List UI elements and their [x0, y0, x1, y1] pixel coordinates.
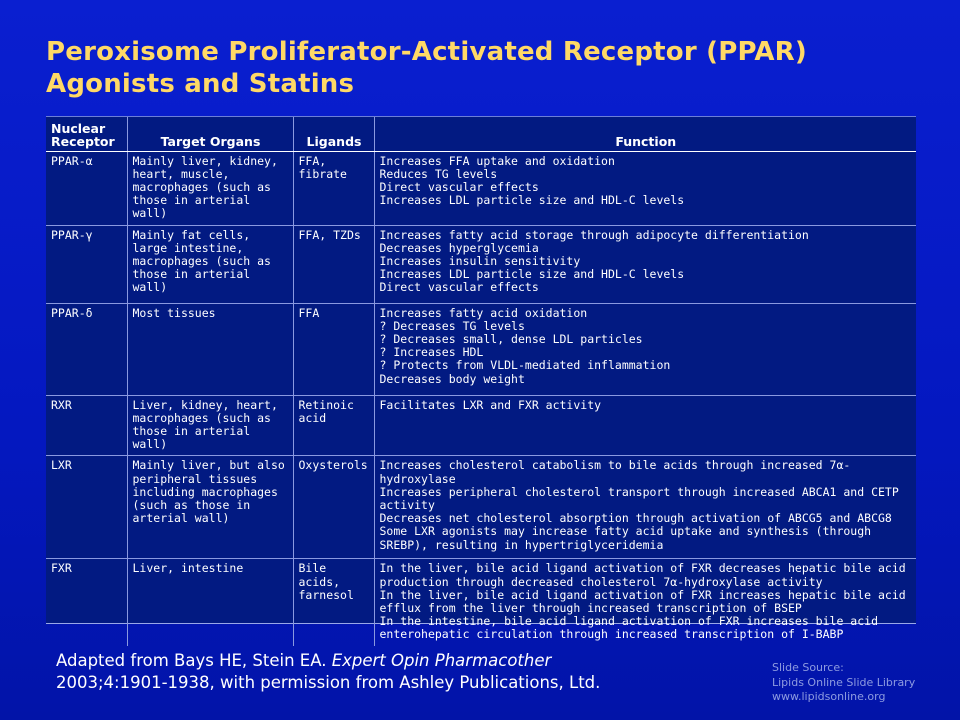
function-item: In the liver, bile acid ligand activation of FXR decreases hepatic bile acid production through decreased cholesterol 7α-hydroxylase activity [379, 561, 913, 589]
function-item: Decreases hyperglycemia [379, 240, 539, 255]
function-item: ? Protects from VLDL-mediated inflammation [379, 358, 671, 373]
header-receptor-line-2: Receptor [51, 133, 115, 149]
function-item: ? Decreases small, dense LDL particles [379, 331, 643, 346]
slide-title [46, 36, 926, 100]
slide-title-line-2: Agonists and Statins [46, 69, 355, 99]
table-row [46, 151, 916, 225]
cell-target-organs: Mainly fat cells, large intestine, macrophages (such as those in arterial wall) [127, 225, 293, 303]
cell-receptor: RXR [46, 395, 127, 456]
cell-function [374, 395, 916, 456]
function-item: Increases cholesterol catabolism to bile acids through increased 7α-hydroxylase [379, 458, 851, 486]
cell-function [374, 559, 916, 646]
function-item: Increases LDL particle size and HDL-C levels [379, 267, 685, 282]
cell-function [374, 303, 916, 395]
function-item: In the intestine, bile acid ligand activation of FXR increases bile acid enterohepatic circulation through increased transcription of I-BABP [379, 614, 885, 642]
function-item: In the liver, bile acid ligand activation of FXR increases hepatic bile acid efflux from the liver through increased transcription of BSEP [379, 587, 913, 615]
cell-target-organs: Liver, intestine [127, 559, 293, 646]
slide-title-line-1: Peroxisome Proliferator-Activated Receptor (PPAR) [46, 37, 807, 67]
cell-function [374, 456, 916, 559]
source-label: Slide Source: [772, 661, 844, 674]
cell-target-organs: Liver, kidney, heart, macrophages (such as those in arterial wall) [127, 395, 293, 456]
function-item: Increases fatty acid storage through adipocyte differentiation [379, 227, 809, 242]
table-row [46, 456, 916, 559]
header-target-organs: Target Organs [127, 117, 293, 151]
header-function: Function [374, 117, 916, 151]
cell-ligands: Retinoic acid [293, 395, 374, 456]
source-library: Lipids Online Slide Library [772, 675, 916, 689]
cell-receptor: LXR [46, 456, 127, 559]
table-header-row [46, 117, 916, 151]
function-item: Reduces TG levels [379, 166, 498, 181]
receptor-table [46, 117, 916, 646]
cell-function [374, 151, 916, 225]
cell-target-organs: Most tissues [127, 303, 293, 395]
header-nuclear-receptor [46, 117, 127, 151]
cell-receptor: PPAR-α [46, 151, 127, 225]
function-item: Decreases net cholesterol absorption through activation of ABCG5 and ABCG8 [379, 511, 892, 526]
citation-journal: Expert Opin Pharmacother [331, 651, 552, 670]
slide-source [772, 661, 952, 705]
citation-line-1 [56, 650, 736, 672]
function-item: ? Decreases TG levels [379, 318, 525, 333]
function-item: Increases LDL particle size and HDL-C levels [379, 193, 685, 208]
function-item: Direct vascular effects [379, 280, 539, 295]
cell-ligands: FFA, TZDs [293, 225, 374, 303]
cell-function [374, 225, 916, 303]
function-item: Direct vascular effects [379, 179, 539, 194]
receptor-table-container [46, 116, 916, 642]
function-item: Decreases body weight [379, 371, 525, 386]
function-item: Facilitates LXR and FXR activity [379, 397, 602, 412]
function-item: Some LXR agonists may increase fatty acid uptake and synthesis (through SREBP), resulting in hypertriglyceridemia [379, 524, 879, 552]
table-row [46, 303, 916, 395]
citation-prefix: Adapted from Bays HE, Stein EA. [56, 651, 332, 670]
header-ligands: Ligands [293, 117, 374, 151]
cell-ligands: FFA [293, 303, 374, 395]
cell-target-organs: Mainly liver, kidney, heart, muscle, macrophages (such as those in arterial wall) [127, 151, 293, 225]
function-item: Increases fatty acid oxidation [379, 305, 588, 320]
cell-target-organs: Mainly liver, but also peripheral tissues including macrophages (such as those in arterial wall) [127, 456, 293, 559]
cell-ligands: FFA, fibrate [293, 151, 374, 225]
citation-line-2: 2003;4:1901-1938, with permission from Ashley Publications, Ltd. [56, 673, 601, 692]
header-receptor-line-1: Nuclear [51, 120, 106, 136]
cell-ligands: Oxysterols [293, 456, 374, 559]
function-item: Increases FFA uptake and oxidation [379, 153, 615, 168]
table-row [46, 395, 916, 456]
cell-receptor: PPAR-γ [46, 225, 127, 303]
table-row [46, 559, 916, 646]
function-item: Increases insulin sensitivity [379, 253, 581, 268]
function-item: Increases peripheral cholesterol transport through increased ABCA1 and CETP activity [379, 484, 906, 512]
citation [56, 650, 736, 694]
function-item: ? Increases HDL [379, 345, 484, 360]
cell-ligands: Bile acids, farnesol [293, 559, 374, 646]
cell-receptor: FXR [51, 561, 72, 576]
source-url: www.lipidsonline.org [772, 690, 886, 703]
cell-receptor: PPAR-δ [46, 303, 127, 395]
table-row [46, 225, 916, 303]
